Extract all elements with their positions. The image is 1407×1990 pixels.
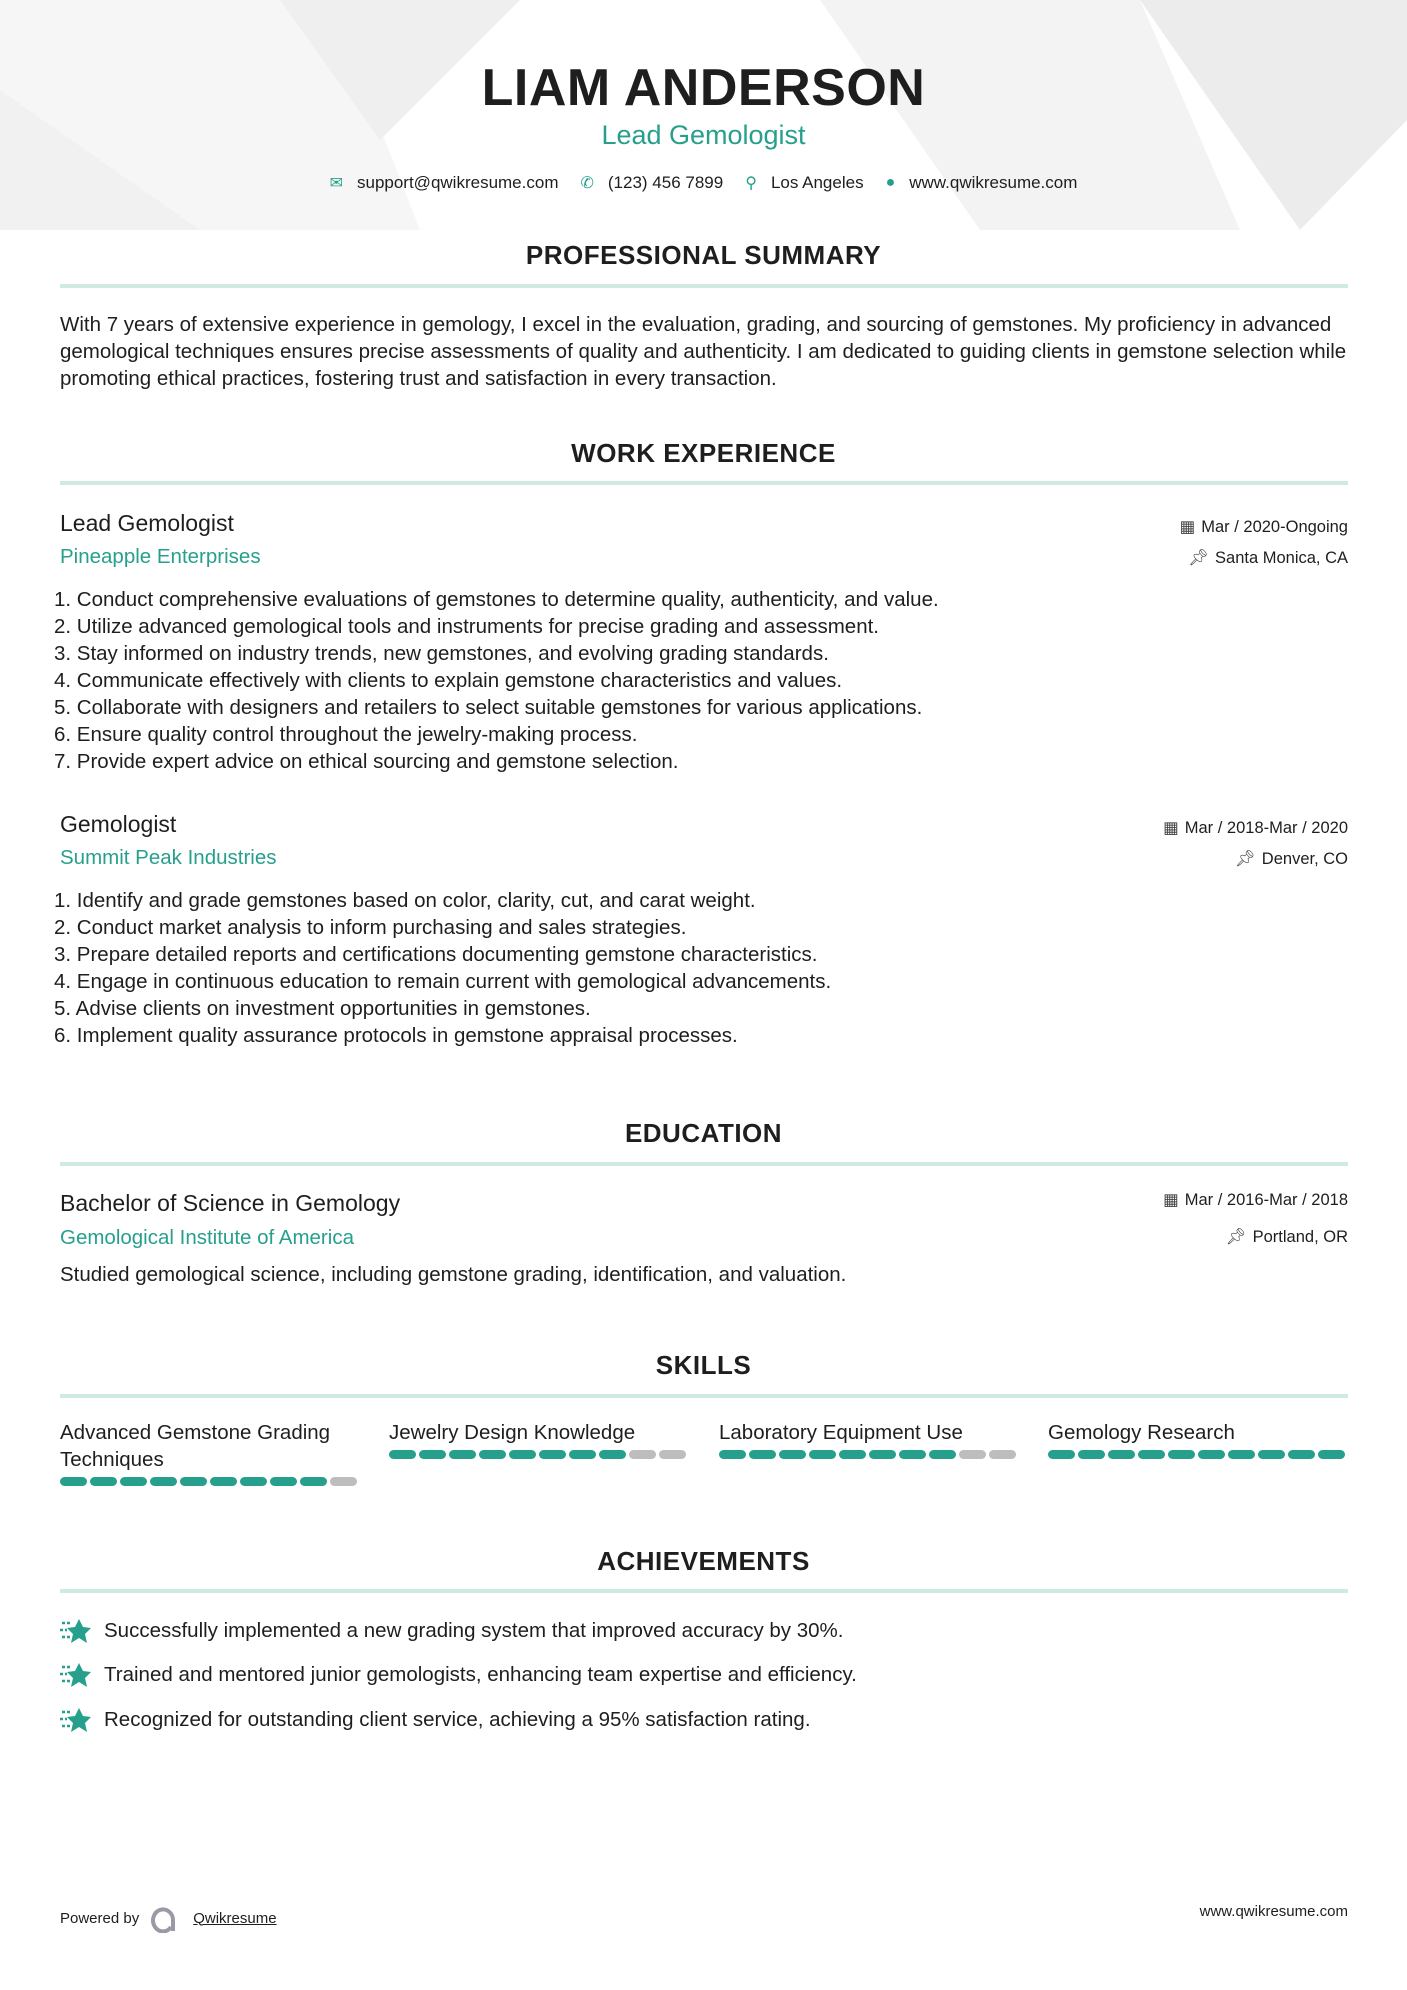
contact-website[interactable]: www.qwikresume.com	[909, 173, 1078, 192]
skill-segment-empty	[989, 1450, 1016, 1459]
skill-name: Laboratory Equipment Use	[719, 1421, 963, 1444]
skill-level-bar	[1048, 1450, 1348, 1459]
skill-segment-filled	[599, 1450, 626, 1459]
contact-email[interactable]: support@qwikresume.com	[356, 173, 559, 192]
list-item: 7. Provide expert advice on ethical sourcing and gemstone selection.	[54, 750, 679, 773]
list-item: 5. Collaborate with designers and retailers to select suitable gemstones for various applications.	[54, 696, 923, 719]
skill-level-bar	[60, 1477, 360, 1486]
divider	[60, 284, 1348, 288]
summary-heading: PROFESSIONAL SUMMARY	[525, 240, 882, 270]
list-item: 3. Stay informed on industry trends, new gemstones, and evolving grading standards.	[54, 642, 829, 665]
contact-location: Los Angeles	[770, 173, 864, 192]
candidate-title: Lead Gemologist	[601, 120, 806, 150]
skill-segment-filled	[1198, 1450, 1225, 1459]
footer-website[interactable]: www.qwikresume.com	[1199, 1903, 1348, 1920]
list-item: 4. Communicate effectively with clients to explain gemstone characteristics and values.	[54, 669, 843, 692]
list-item: 4. Engage in continuous education to remain current with gemological advancements.	[54, 970, 832, 993]
star-icon	[60, 1706, 92, 1734]
divider	[60, 1394, 1348, 1398]
skill-segment-filled	[509, 1450, 536, 1459]
footer-powered	[60, 1903, 277, 1933]
map-pin-icon: ⚲	[745, 175, 757, 192]
job-location: 📌︎ Denver, CO	[1234, 850, 1348, 868]
job-title: Lead Gemologist	[60, 510, 234, 536]
skill-segment-filled	[180, 1477, 207, 1486]
job-duties	[54, 887, 831, 1049]
qwikresume-logo-icon	[151, 1903, 181, 1933]
skill-segment-filled	[749, 1450, 776, 1459]
divider	[60, 1589, 1348, 1593]
brand-link[interactable]: Qwikresume	[193, 1909, 277, 1927]
skill-segment-filled	[779, 1450, 806, 1459]
achievement-item: Trained and mentored junior gemologists, enhancing team expertise and efficiency.	[60, 1661, 857, 1689]
skill-segment-empty	[659, 1450, 686, 1459]
skill-item	[389, 1419, 689, 1459]
calendar-icon: ▦	[1179, 518, 1196, 536]
skill-segment-filled	[1138, 1450, 1165, 1459]
skill-segment-filled	[1168, 1450, 1195, 1459]
achievement-item: Recognized for outstanding client service, achieving a 95% satisfaction rating.	[60, 1706, 811, 1734]
skill-segment-filled	[1318, 1450, 1345, 1459]
education-description: Studied gemological science, including gemstone grading, identification, and valuation.	[60, 1263, 847, 1286]
calendar-icon: ▦	[1163, 1191, 1179, 1209]
list-item: 1. Identify and grade gemstones based on color, clarity, cut, and carat weight.	[54, 889, 756, 912]
education-dates: ▦ Mar / 2016-Mar / 2018	[1163, 1191, 1348, 1209]
skill-name: Gemology Research	[1048, 1421, 1235, 1444]
job-duties	[54, 586, 939, 775]
experience-heading: WORK EXPERIENCE	[571, 438, 836, 468]
envelope-icon: ✉	[329, 175, 343, 192]
job-title: Gemologist	[60, 811, 177, 837]
skill-segment-filled	[719, 1450, 746, 1459]
degree: Bachelor of Science in Gemology	[60, 1190, 401, 1216]
skill-level-bar	[719, 1450, 1019, 1459]
skill-segment-filled	[839, 1450, 866, 1459]
job-company: Summit Peak Industries	[60, 846, 277, 869]
globe-icon: ●	[885, 174, 896, 191]
skill-item	[60, 1419, 360, 1486]
list-item: 1. Conduct comprehensive evaluations of gemstones to determine quality, authenticity, and value.	[54, 588, 939, 611]
skill-segment-filled	[869, 1450, 896, 1459]
job-dates: ▦ Mar / 2018-Mar / 2020	[1163, 819, 1348, 837]
list-item: 3. Prepare detailed reports and certifications documenting gemstone characteristics.	[54, 943, 818, 966]
skill-segment-filled	[60, 1477, 87, 1486]
candidate-name: LIAM ANDERSON	[481, 59, 926, 117]
skill-segment-filled	[210, 1477, 237, 1486]
divider	[60, 481, 1348, 485]
contact-bar	[0, 173, 1407, 193]
list-item: 6. Ensure quality control throughout the jewelry-making process.	[54, 723, 638, 746]
skills-heading: SKILLS	[655, 1350, 752, 1380]
skill-segment-filled	[539, 1450, 566, 1459]
skill-segment-filled	[809, 1450, 836, 1459]
skill-level-bar	[389, 1450, 689, 1459]
job-company: Pineapple Enterprises	[60, 545, 261, 568]
pin-icon: 📌︎	[1234, 850, 1256, 868]
pin-icon: 📌︎	[1188, 549, 1210, 567]
skill-segment-filled	[90, 1477, 117, 1486]
skill-segment-filled	[569, 1450, 596, 1459]
skill-segment-filled	[1258, 1450, 1285, 1459]
skill-name: Jewelry Design Knowledge	[389, 1421, 636, 1444]
education-location: 📌︎ Portland, OR	[1225, 1228, 1348, 1246]
skill-segment-filled	[929, 1450, 956, 1459]
phone-icon: ✆	[580, 175, 594, 192]
achievements-heading: ACHIEVEMENTS	[597, 1546, 810, 1576]
school: Gemological Institute of America	[60, 1226, 354, 1249]
job-dates: ▦ Mar / 2020-Ongoing	[1179, 518, 1348, 536]
skill-segment-filled	[419, 1450, 446, 1459]
skill-segment-filled	[270, 1477, 297, 1486]
skill-item	[719, 1419, 1019, 1459]
skill-segment-filled	[1078, 1450, 1105, 1459]
list-item: 2. Conduct market analysis to inform purchasing and sales strategies.	[54, 916, 687, 939]
powered-by-label: Powered by	[60, 1909, 140, 1927]
skill-segment-filled	[1108, 1450, 1135, 1459]
skill-segment-empty	[330, 1477, 357, 1486]
skill-segment-filled	[150, 1477, 177, 1486]
education-heading: EDUCATION	[624, 1118, 783, 1148]
skill-name: Advanced Gemstone Grading Techniques	[60, 1421, 331, 1471]
skill-segment-filled	[449, 1450, 476, 1459]
skill-segment-empty	[959, 1450, 986, 1459]
skill-segment-filled	[1288, 1450, 1315, 1459]
skill-segment-filled	[120, 1477, 147, 1486]
skill-segment-filled	[300, 1477, 327, 1486]
job-location: 📌︎ Santa Monica, CA	[1188, 549, 1348, 567]
skill-segment-filled	[1048, 1450, 1075, 1459]
calendar-icon: ▦	[1163, 819, 1179, 837]
achievement-item: Successfully implemented a new grading system that improved accuracy by 30%.	[60, 1617, 843, 1645]
summary-text: With 7 years of extensive experience in gemology, I excel in the evaluation, grading, and sourcing of gemstones. My proficiency in advanced gemological techniques ensures precise assessments of quality and authenticity. I am dedicated to guiding clients in gemstone selection while promoting ethical practices, fostering trust and satisfaction in every transaction.	[60, 313, 1347, 390]
skill-segment-filled	[1228, 1450, 1255, 1459]
skill-segment-filled	[479, 1450, 506, 1459]
skill-segment-empty	[629, 1450, 656, 1459]
list-item: 5. Advise clients on investment opportunities in gemstones.	[54, 997, 591, 1020]
pin-icon: 📌︎	[1225, 1228, 1247, 1246]
skill-segment-filled	[389, 1450, 416, 1459]
star-icon	[60, 1661, 92, 1689]
skill-item	[1048, 1419, 1348, 1459]
list-item: 2. Utilize advanced gemological tools and instruments for precise grading and assessment.	[54, 615, 879, 638]
list-item: 6. Implement quality assurance protocols in gemstone appraisal processes.	[54, 1024, 738, 1047]
skill-segment-filled	[240, 1477, 267, 1486]
skill-segment-filled	[899, 1450, 926, 1459]
divider	[60, 1162, 1348, 1166]
star-icon	[60, 1617, 92, 1645]
contact-phone[interactable]: (123) 456 7899	[607, 173, 724, 192]
